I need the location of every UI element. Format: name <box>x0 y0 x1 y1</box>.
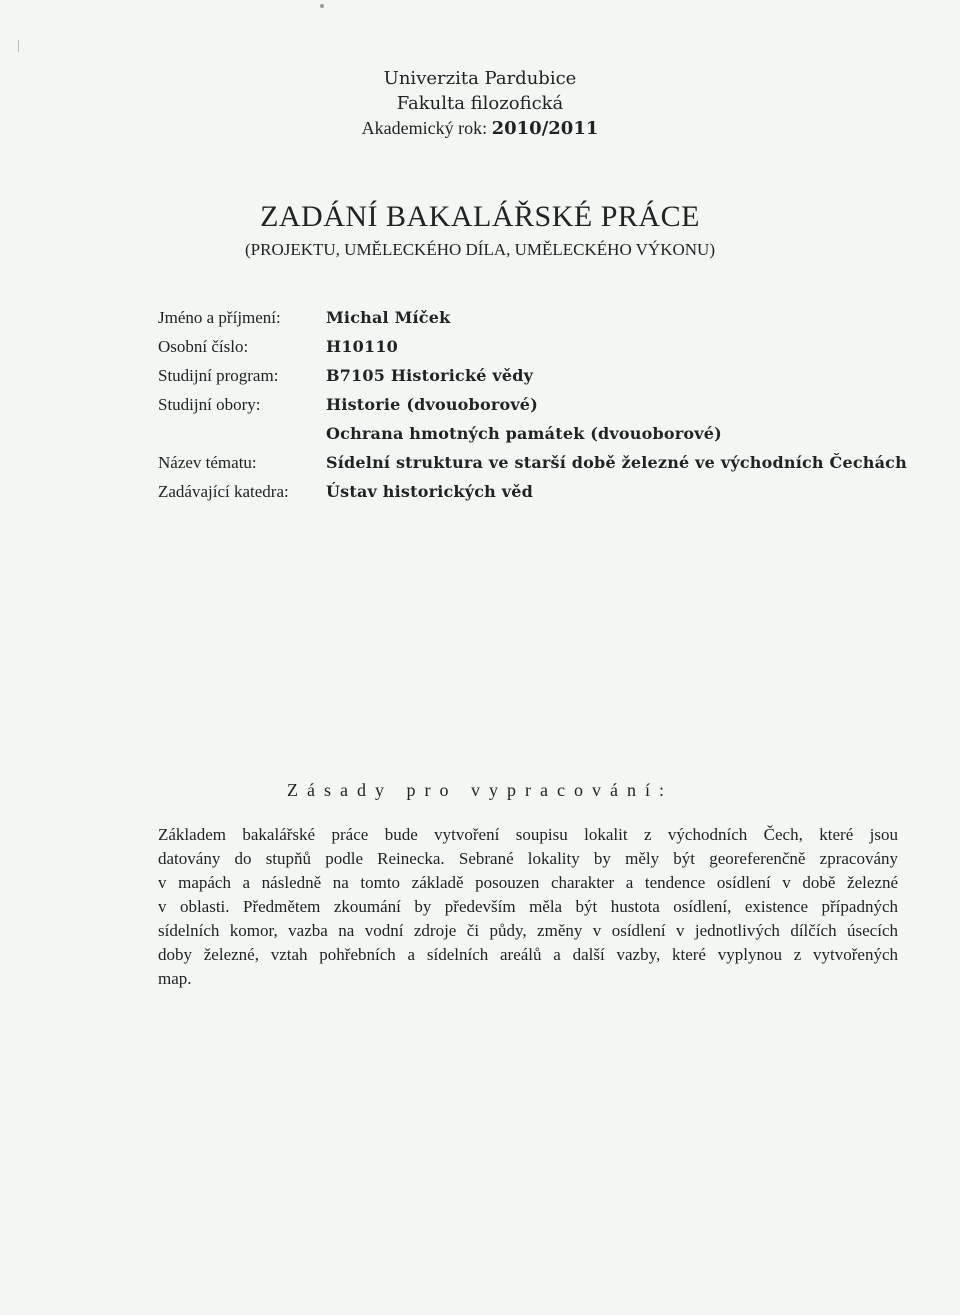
info-row-fields <box>158 395 907 424</box>
info-label: Studijní program: <box>158 366 279 385</box>
info-value: Michal Míček <box>326 308 451 327</box>
info-row-name <box>158 308 907 337</box>
document-subtitle: (PROJEKTU, UMĚLECKÉHO DÍLA, UMĚLECKÉHO VÝKONU) <box>245 240 715 259</box>
student-info <box>158 308 907 511</box>
body-line: v mapách a následně na tomto základě posouzen charakter a tendence osídlení v době železné <box>158 873 898 892</box>
info-row-topic <box>158 453 907 482</box>
info-value: Ústav historických věd <box>326 482 534 501</box>
body-line: doby železné, vztah pohřebních a sídelních areálů a další vazby, které vyplynou z vytvořených <box>158 945 898 964</box>
info-row-personal-number <box>158 337 907 366</box>
academic-year <box>0 116 960 141</box>
info-label: Zadávající katedra: <box>158 482 289 501</box>
info-label: Studijní obory: <box>158 395 261 414</box>
info-value: Ochrana hmotných památek (dvouoborové) <box>326 424 722 443</box>
section-heading: Zásady pro vypracování: <box>287 780 673 800</box>
body-line: sídelních komor, vazba na vodní zdroje či půdy, změny v osídlení v jednotlivých dílčích úsecích <box>158 921 898 940</box>
info-value: H10110 <box>326 337 398 356</box>
info-value: Sídelní struktura ve starší době železné ve východních Čechách <box>326 453 907 472</box>
info-value: B7105 Historické vědy <box>326 366 534 385</box>
body-line: map. <box>158 969 192 988</box>
document-header <box>0 66 960 141</box>
document-title: ZADÁNÍ BAKALÁŘSKÉ PRÁCE <box>260 200 700 233</box>
scan-edge-mark <box>18 40 19 52</box>
academic-year-label: Akademický rok: <box>361 118 488 138</box>
info-label: Jméno a příjmení: <box>158 308 281 327</box>
assignment-body <box>158 823 898 991</box>
info-label: Název tématu: <box>158 453 257 472</box>
info-row-department <box>158 482 907 511</box>
info-label: Osobní číslo: <box>158 337 249 356</box>
info-value: Historie (dvouoborové) <box>326 395 538 414</box>
info-row-fields-2 <box>158 424 907 453</box>
body-line: v oblasti. Předmětem zkoumání by především měla být hustota osídlení, existence případných <box>158 897 898 916</box>
academic-year-value: 2010/2011 <box>491 118 599 139</box>
university-name: Univerzita Pardubice <box>383 68 577 89</box>
body-line: datovány do stupňů podle Reinecka. Sebrané lokality by měly být georeferenčně zpracovány <box>158 849 898 868</box>
info-row-program <box>158 366 907 395</box>
faculty-name: Fakulta filozofická <box>396 93 564 114</box>
document-title-block <box>0 198 960 262</box>
body-line: Základem bakalářské práce bude vytvoření soupisu lokalit z východních Čech, které jsou <box>158 825 898 844</box>
scan-speck <box>320 4 324 8</box>
